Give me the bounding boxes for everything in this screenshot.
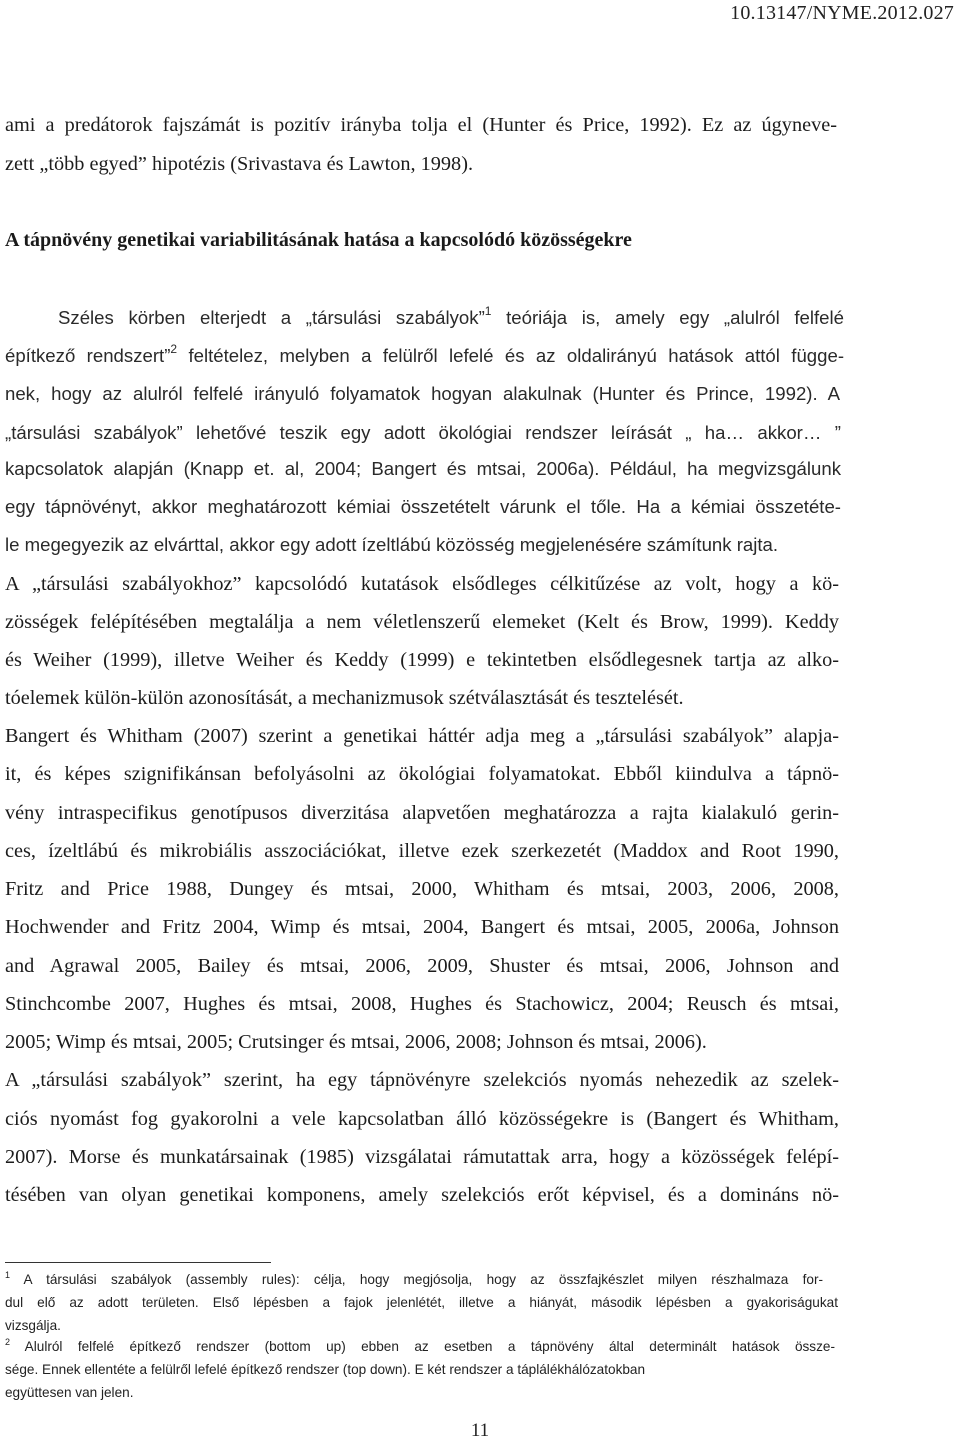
paragraph-line [58,306,844,332]
footnote-2-line [5,1338,835,1357]
body-line: tésében van olyan genetikai komponens, amely szelekciós erőt képvisel, és a domináns nö- [5,1184,839,1206]
section-heading: A tápnövény genetikai variabilitásának hatása a kapcsolódó közösségekre [5,229,632,251]
body-line: és Weiher (1999), illetve Weiher és Keddy (1999) e tekintetben elsődlegesnek tartja az alko- [5,649,839,671]
footnote-mark: 2 [5,1337,11,1347]
body-line: vény intraspecifikus genotípusos diverzitása alapvetően meghatározza a rajta kialakuló gerin- [5,802,839,824]
footnote-ref-1[interactable]: 1 [484,304,492,318]
body-line: Stinchcombe 2007, Hughes és mtsai, 2008, Hughes és Stachowicz, 2004; Reusch és mtsai, [5,993,839,1015]
footnote-divider [5,1262,271,1263]
footnote-mark: 1 [5,1270,11,1280]
body-line: tóelemek külön-külön azonosítását, a mechanizmusok szétválasztását és tesztelését. [5,687,684,709]
body-line: Fritz and Price 1988, Dungey és mtsai, 2000, Whitham és mtsai, 2003, 2006, 2008, [5,878,839,900]
body-line: and Agrawal 2005, Bailey és mtsai, 2006, 2009, Shuster és mtsai, 2006, Johnson and [5,955,839,977]
footnote-text: Alulról felfelé építkező rendszer (bottom up) ebben az esetben a tápnövény által determinált hatások össze- [10,1339,835,1354]
text-segment: építkező rendszert” [5,345,171,366]
paragraph-line [5,344,844,370]
footnote-2-line: sége. Ennek ellentéte a felülről lefelé építkező rendszer (top down). E két rendszer a táplálékhálózatokban [5,1362,646,1377]
paragraph-line: egy tápnövényt, akkor meghatározott kémiai összetételt várunk el tőle. Ha a kémiai összetéte- [5,496,841,517]
text-segment: teóriája is, amely egy „alulról felfelé [491,307,844,328]
page-number: 11 [470,1420,490,1441]
body-line: A „társulási szabályok” szerint, ha egy tápnövényre szelekciós nyomás nehezedik az szelek- [5,1069,839,1091]
body-line: zösségek felépítésében megtalálja a nem véletlenszerű elemeket (Kelt és Brow, 1999). Keddy [5,611,839,633]
paragraph-line: „társulási szabályok” lehetővé teszik egy adott ökológiai rendszer leírását „ ha… akkor… ” [5,422,841,443]
intro-line: ami a predátorok fajszámát is pozitív irányba tolja el (Hunter és Price, 1992). Ez az úgyneve- [5,114,837,136]
text-segment: feltételez, melyben a felülről lefelé és az oldalirányú hatások attól függe- [177,345,845,366]
paragraph-line: le megegyezik az elvárttal, akkor egy adott ízeltlábú közösség megjelenésére számítunk rajta. [5,534,779,555]
footnote-1-line: dul elő az adott területen. Első lépésben a fajok jelenlétét, illetve a hiányát, második lépésben a gyakoriságukat [5,1295,838,1310]
footnote-2-line: együttesen van jelen. [5,1385,134,1400]
body-line: it, és képes szignifikánsan befolyásolni az ökológiai folyamatokat. Ebből kiindulva a tápnö- [5,763,839,785]
footnote-text: A társulási szabályok (assembly rules): célja, hogy megjósolja, hogy az összfajkészlet milyen részhalmaza for- [10,1272,823,1287]
body-line: 2005; Wimp és mtsai, 2005; Crutsinger és mtsai, 2006, 2008; Johnson és mtsai, 2006). [5,1031,707,1053]
paragraph-line: nek, hogy az alulról felfelé irányuló folyamatok hogyan alakulnak (Hunter és Prince, 1992). A [5,383,840,404]
footnote-1-line [5,1271,823,1290]
text-segment: Széles körben elterjedt a „társulási szabályok” [58,307,485,328]
doi-header: 10.13147/NYME.2012.027 [730,2,954,24]
body-line: A „társulási szabályokhoz” kapcsolódó kutatások elsődleges célkitűzése az volt, hogy a kö- [5,573,839,595]
body-line: ces, ízeltlábú és mikrobiális asszociációkat, illetve ezek szerkezetét (Maddox and Root 1990, [5,840,839,862]
footnote-ref-2[interactable]: 2 [170,342,178,356]
intro-line: zett „több egyed” hipotézis (Srivastava és Lawton, 1998). [5,153,474,175]
body-line: 2007). Morse és munkatársainak (1985) vizsgálatai rámutattak arra, hogy a közösségek felépí- [5,1146,839,1168]
footnote-1-line: vizsgálja. [5,1318,61,1333]
body-line: Hochwender and Fritz 2004, Wimp és mtsai, 2004, Bangert és mtsai, 2005, 2006a, Johnson [5,916,839,938]
paragraph-line: kapcsolatok alapján (Knapp et. al, 2004; Bangert és mtsai, 2006a). Például, ha megvizsgálunk [5,458,841,479]
body-line: ciós nyomást fog gyakorolni a vele kapcsolatban álló közösségekre is (Bangert és Whitham, [5,1108,839,1130]
body-line: Bangert és Whitham (2007) szerint a genetikai háttér adja meg a „társulási szabályok” alapja- [5,725,839,747]
